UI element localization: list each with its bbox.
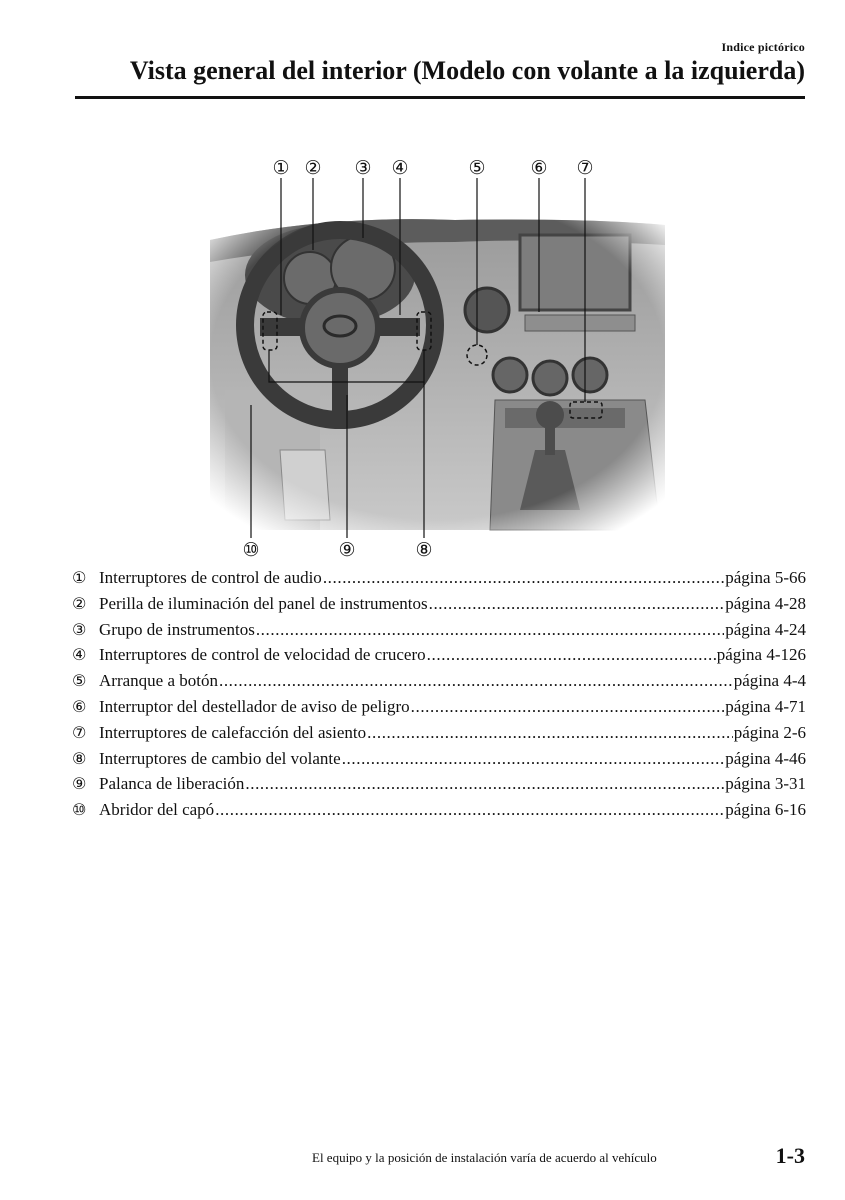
item-label: Interruptor del destellador de aviso de peligro	[99, 696, 410, 716]
item-page-ref: página 4-126	[716, 645, 806, 665]
item-number: ③	[72, 619, 87, 639]
page-title: Vista general del interior (Modelo con volante a la izquierda)	[129, 56, 805, 85]
item-number: ②	[72, 593, 87, 613]
list-item	[72, 746, 806, 772]
item-label: Palanca de liberación	[99, 774, 245, 794]
footer-note: El equipo y la posición de instalación varía de acuerdo al vehículo	[312, 1150, 657, 1165]
list-item	[72, 617, 806, 643]
callout-10: ⑩	[242, 539, 260, 560]
dot-leader	[245, 771, 724, 797]
item-label: Interruptores de control de audio	[99, 568, 322, 587]
dot-leader	[427, 642, 716, 668]
list-item	[72, 565, 806, 591]
item-page-ref: página 3-31	[725, 774, 806, 794]
item-number: ⑨	[72, 774, 87, 794]
dot-leader	[215, 797, 724, 823]
list-item	[72, 668, 806, 694]
title-rule	[75, 96, 805, 99]
interior-illustration	[205, 150, 670, 560]
list-item	[72, 771, 806, 797]
item-label: Perilla de iluminación del panel de instrumentos	[99, 593, 428, 613]
item-label: Interruptores de calefacción del asiento	[99, 722, 367, 742]
dot-leader	[367, 720, 733, 746]
item-label: Grupo de instrumentos	[99, 619, 255, 639]
dot-leader	[342, 746, 725, 772]
dot-leader	[219, 668, 733, 694]
callout-6: ⑥	[530, 157, 548, 179]
item-page-ref: página 4-24	[725, 619, 806, 639]
component-list	[72, 565, 806, 823]
callout-4: ④	[391, 157, 409, 179]
dot-leader	[323, 565, 724, 591]
list-item	[72, 694, 806, 720]
list-item	[72, 642, 806, 668]
item-label: Arranque a botón	[99, 671, 218, 691]
item-page-ref: página 4-71	[725, 696, 806, 716]
item-page-ref: página 5-66	[725, 568, 806, 587]
callout-3: ③	[354, 157, 372, 179]
item-number: ⑤	[72, 671, 87, 691]
item-number: ⑧	[72, 748, 87, 768]
item-label: Interruptores de control de velocidad de crucero	[99, 645, 426, 665]
dashboard-photo	[205, 210, 670, 540]
callout-8: ⑧	[415, 539, 433, 560]
list-item	[72, 720, 806, 746]
list-item	[72, 797, 806, 823]
item-page-ref: página 4-46	[725, 748, 806, 768]
item-number: ①	[72, 568, 87, 587]
callout-9: ⑨	[338, 539, 356, 560]
dot-leader	[411, 694, 725, 720]
dot-leader	[429, 591, 725, 617]
item-number: ④	[72, 645, 87, 665]
section-label: Indice pictórico	[721, 40, 805, 54]
item-label: Abridor del capó	[99, 800, 215, 820]
dot-leader	[256, 617, 724, 643]
list-item	[72, 591, 806, 617]
callout-7: ⑦	[576, 157, 594, 179]
callout-2: ②	[304, 157, 322, 179]
item-page-ref: página 4-4	[733, 671, 806, 691]
item-page-ref: página 6-16	[725, 800, 806, 820]
page-number: 1-3	[775, 1143, 805, 1168]
callout-1: ①	[272, 157, 290, 179]
item-page-ref: página 2-6	[733, 722, 806, 742]
item-number: ⑩	[72, 800, 87, 820]
item-number: ⑥	[72, 696, 87, 716]
callout-5: ⑤	[468, 157, 486, 179]
item-number: ⑦	[72, 722, 87, 742]
item-label: Interruptores de cambio del volante	[99, 748, 341, 768]
item-page-ref: página 4-28	[725, 593, 806, 613]
